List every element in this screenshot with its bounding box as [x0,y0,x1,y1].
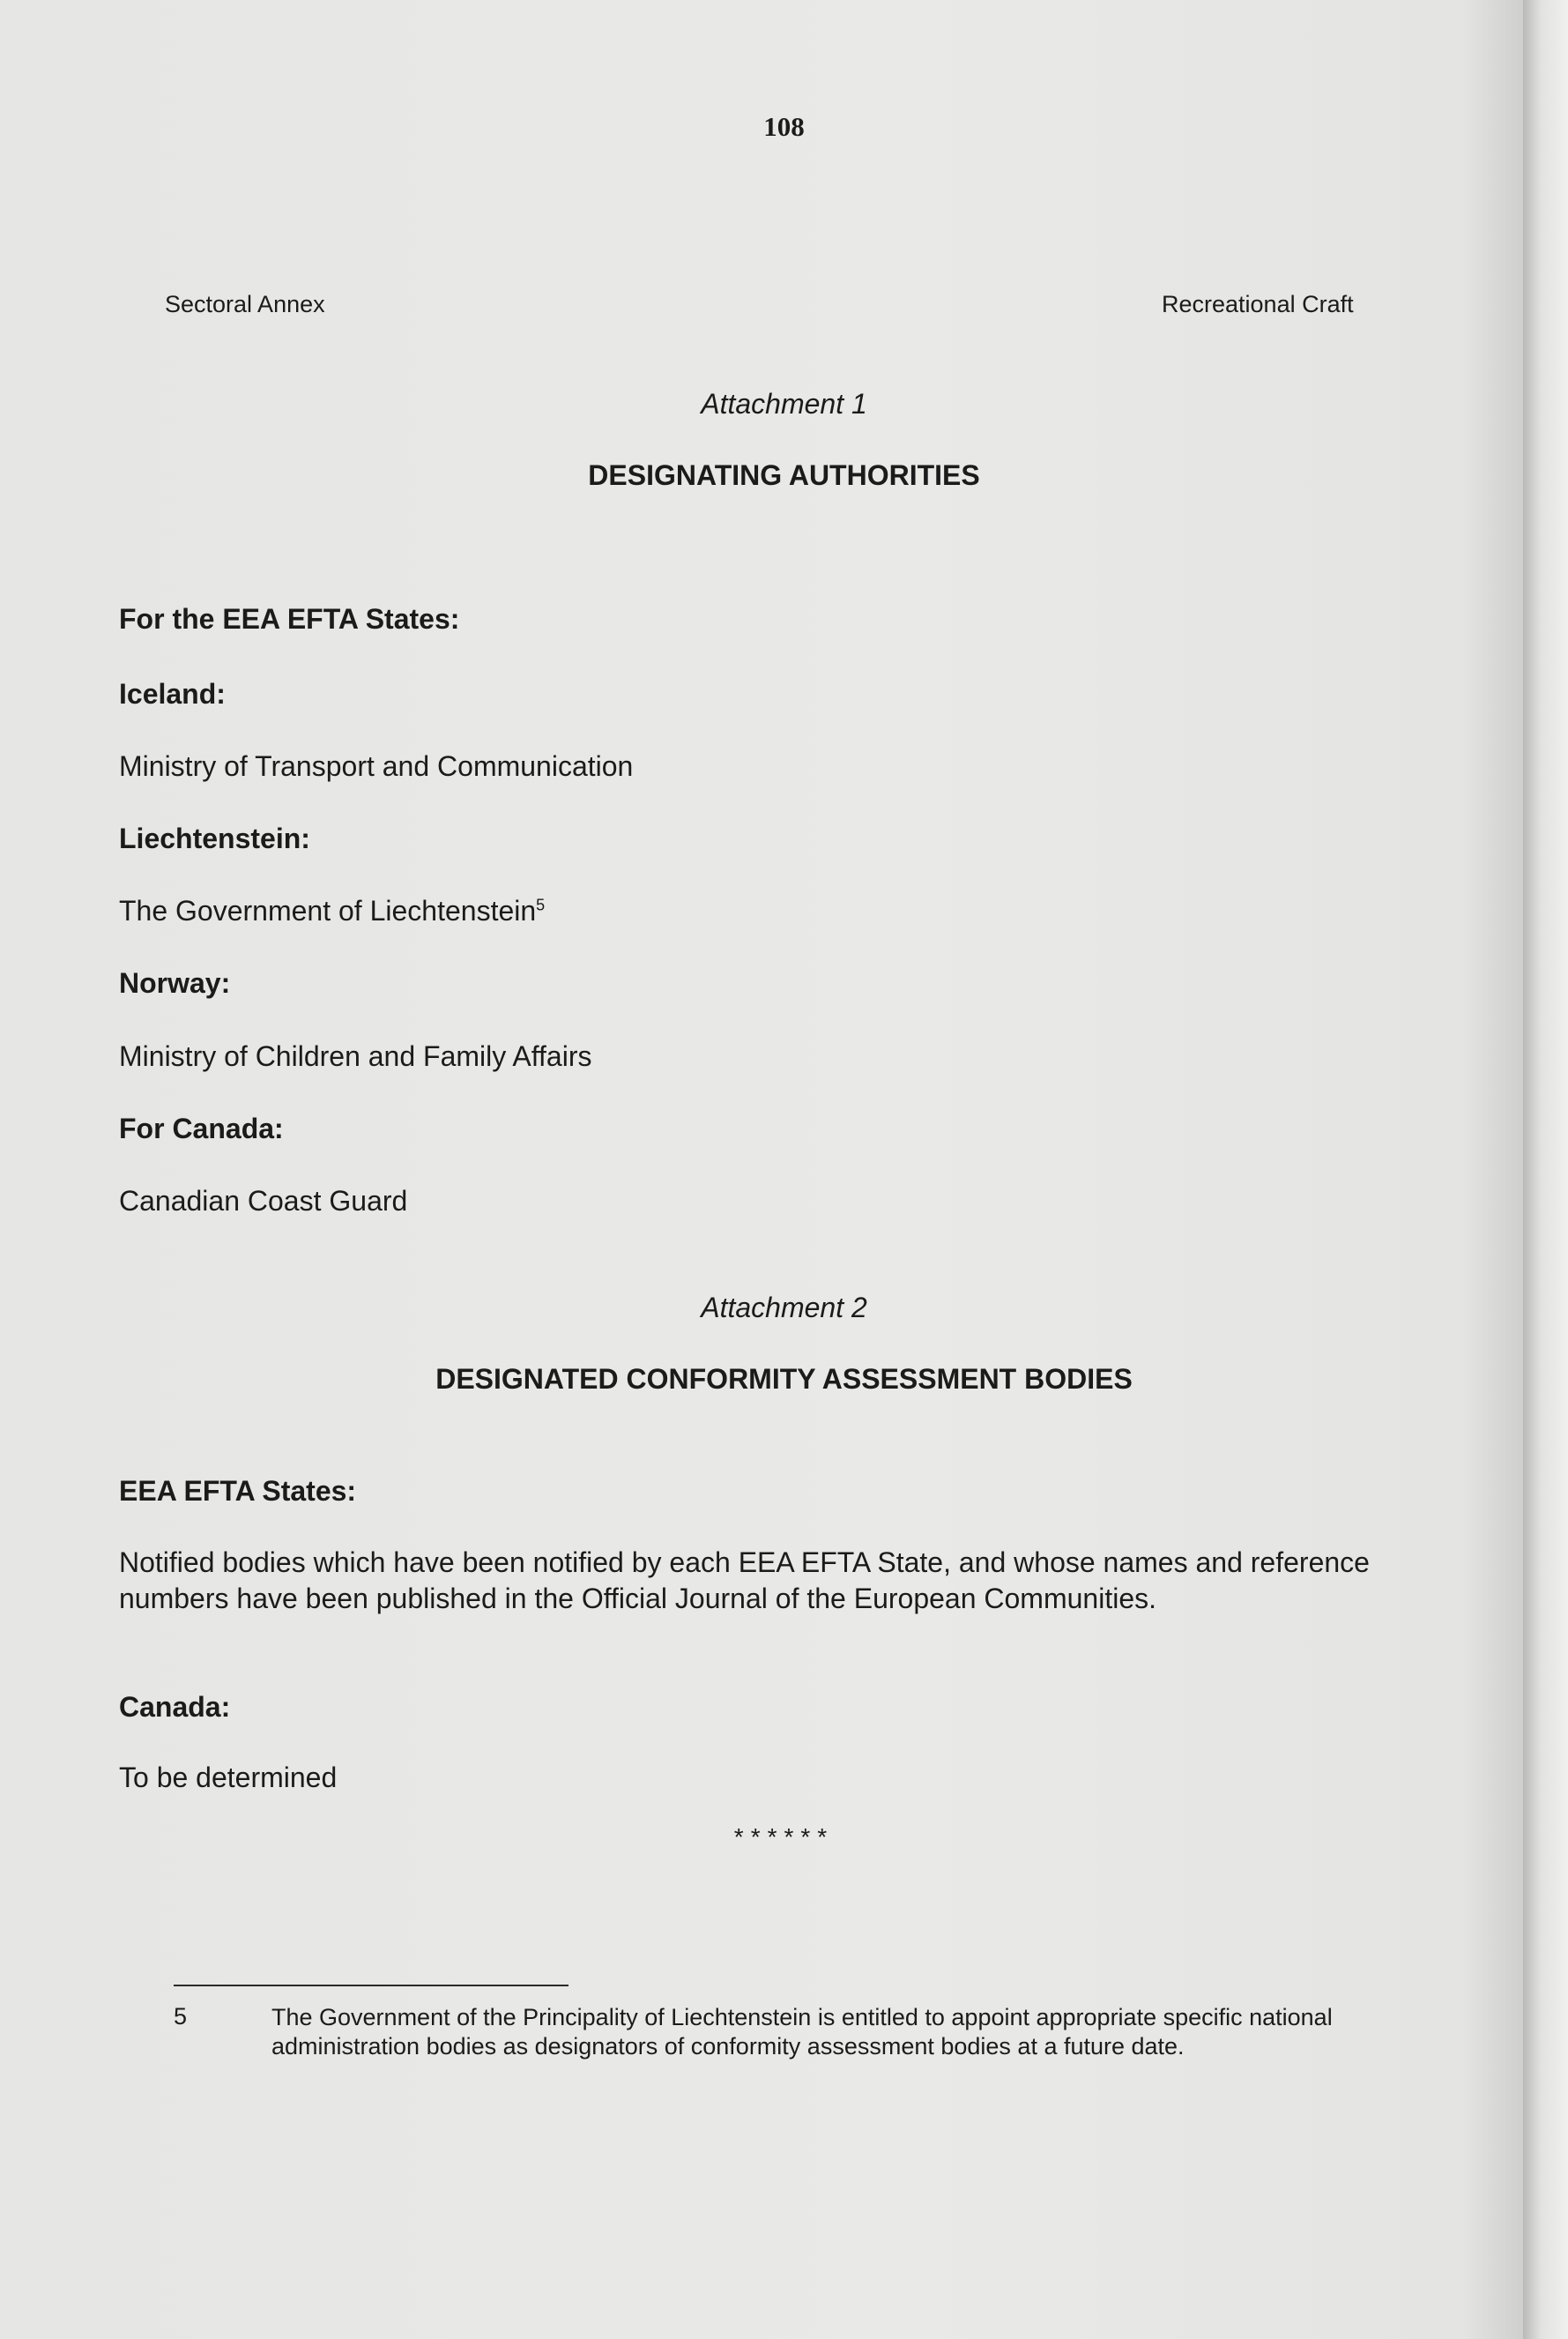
running-header-left: Sectoral Annex [165,291,325,317]
running-header-right: Recreational Craft [1162,291,1354,317]
page-edge [1523,0,1568,2339]
iceland-label: Iceland: [119,678,226,710]
eea-efta-states-label: EEA EFTA States: [119,1475,357,1507]
norway-authority: Ministry of Children and Family Affairs [119,1040,592,1072]
footnote-text: The Government of the Principality of Liechtenstein is entitled to appoint appropriate specific national administration bodies as designators of conformity assessment bodies at a future date. [271,2004,1333,2060]
canada-bodies-text: To be determined [119,1762,338,1793]
end-of-section-mark: ****** [733,1823,835,1851]
footnote-number: 5 [174,2003,188,2030]
footnote-reference: 5 [536,896,546,914]
page-number: 108 [763,111,805,142]
attachment-1-heading: DESIGNATING AUTHORITIES [588,459,980,491]
norway-label: Norway: [119,967,231,999]
canada-authority: Canadian Coast Guard [119,1185,408,1217]
footnote-rule [174,1985,568,1986]
iceland-authority: Ministry of Transport and Communication [119,750,634,782]
eea-efta-bodies-text: Notified bodies which have been notified by each EEA EFTA State, and whose names and reference numbers have been published in the Official Journal of the European Communities. [119,1546,1370,1614]
liechtenstein-authority-text: The Government of Liechtenstein [119,895,537,927]
for-eea-efta-label: For the EEA EFTA States: [119,603,460,635]
attachment-2-label: Attachment 2 [701,1292,867,1323]
liechtenstein-authority [119,895,545,927]
attachment-2-heading: DESIGNATED CONFORMITY ASSESSMENT BODIES [435,1363,1133,1395]
liechtenstein-label: Liechtenstein: [119,823,310,854]
for-canada-label: For Canada: [119,1113,284,1144]
attachment-1-label: Attachment 1 [701,388,867,420]
canada-bodies-label: Canada: [119,1691,231,1723]
